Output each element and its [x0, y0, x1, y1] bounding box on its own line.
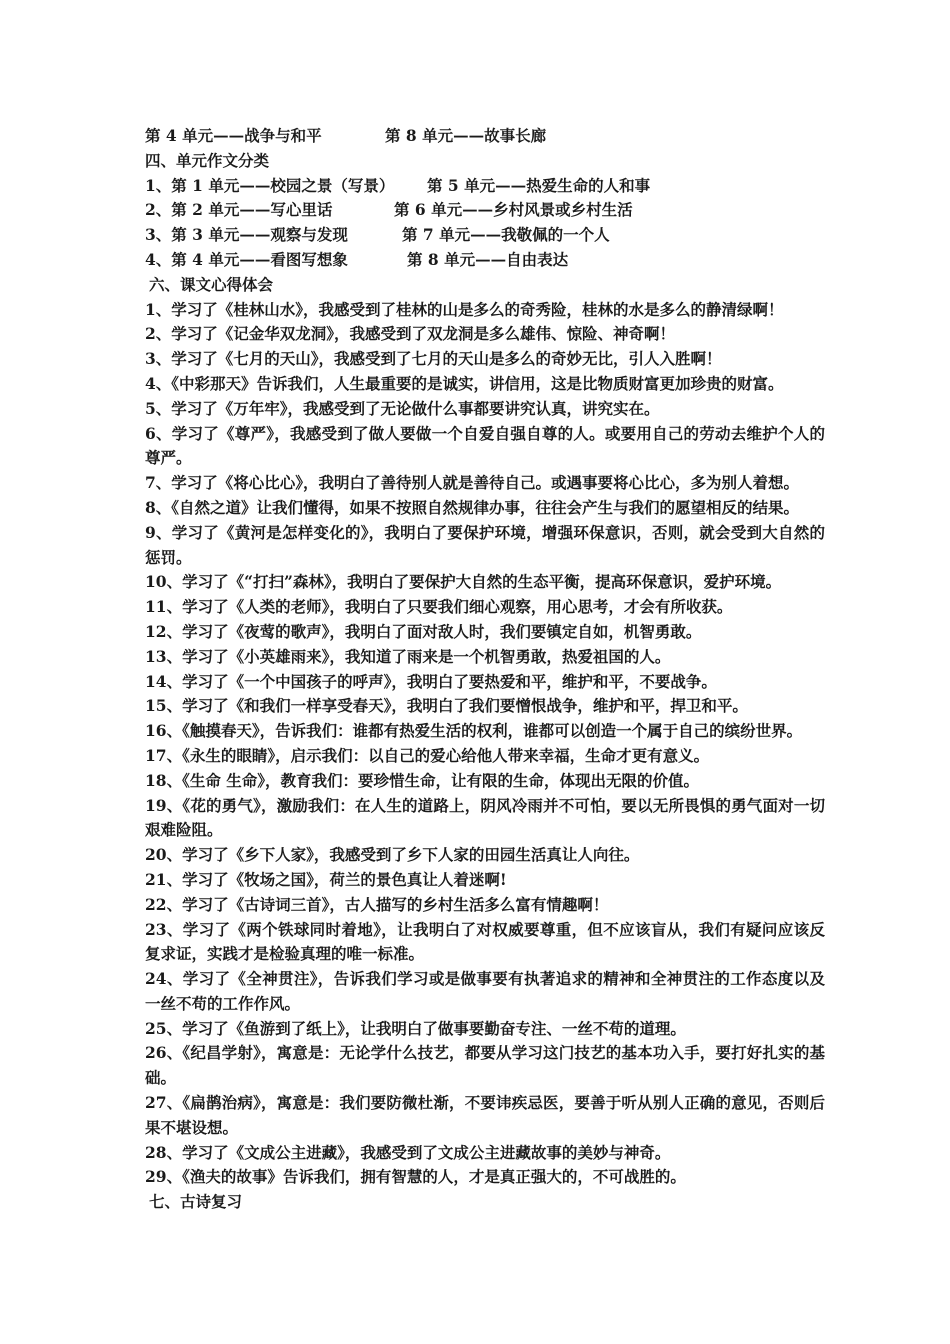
list-item: 2、学习了《记金华双龙洞》，我感受到了双龙洞是多么雄伟、惊险、神奇啊！	[145, 324, 676, 344]
list-item: 11、学习了《人类的老师》，我明白了只要我们细心观察，用心思考，才会有所收获。	[145, 597, 733, 617]
list-item: 4、《中彩那天》告诉我们，人生最重要的是诚实，讲信用，这是比物质财富更加珍贵的财富。	[145, 373, 784, 393]
list-item: 15、学习了《和我们一样享受春天》，我明白了我们要憎恨战争，维护和平，捍卫和平。	[145, 696, 748, 716]
list-item: 21、学习了《牧场之国》，荷兰的景色真让人着迷啊!	[145, 869, 507, 889]
section-heading-7: 七、古诗复习	[149, 1192, 243, 1212]
composition-row-2	[145, 198, 825, 223]
composition-unit-2: 2、第 2 单元——写心里话	[145, 200, 333, 220]
list-item: 14、学习了《一个中国孩子的呼声》，我明白了要热爱和平，维护和平，不要战争。	[145, 671, 717, 691]
composition-row-3	[145, 223, 825, 248]
unit-theme-line	[145, 124, 825, 149]
list-item: 24、学习了《全神贯注》，告诉我们学习或是做事要有执著追求的精神和全神贯注的工作态度以及一丝不苟的工作作风。	[145, 969, 825, 1013]
list-item: 13、学习了《小英雄雨来》，我知道了雨来是一个机智勇敢，热爱祖国的人。	[145, 646, 671, 666]
composition-unit-7: 第 7 单元——我敬佩的一个人	[402, 225, 610, 245]
section-heading-6: 六、课文心得体会	[149, 274, 274, 294]
list-item: 22、学习了《古诗词三首》，古人描写的乡村生活多么富有情趣啊！	[145, 894, 609, 914]
composition-unit-6: 第 6 单元——乡村风景或乡村生活	[394, 200, 633, 220]
list-item: 9、学习了《黄河是怎样变化的》，我明白了要保护环境，增强环保意识，否则，就会受到大自然的惩罚。	[145, 522, 825, 567]
list-item: 29、《渔夫的故事》告诉我们，拥有智慧的人，才是真正强大的，不可战胜的。	[145, 1167, 686, 1187]
list-item: 28、学习了《文成公主进藏》，我感受到了文成公主进藏故事的美妙与神奇。	[145, 1142, 671, 1162]
document-page	[145, 124, 825, 1215]
composition-unit-3: 3、第 3 单元——观察与发现	[145, 225, 348, 245]
list-item: 3、学习了《七月的天山》，我感受到了七月的天山是多么的奇妙无比，引人入胜啊！	[145, 349, 722, 369]
list-item: 16、《触摸春天》，告诉我们：谁都有热爱生活的权利，谁都可以创造一个属于自己的缤纷世界。	[145, 721, 803, 741]
list-item: 18、《生命 生命》，教育我们：要珍惜生命，让有限的生命，体现出无限的价值。	[145, 770, 699, 790]
list-item: 12、学习了《夜莺的歌声》，我明白了面对敌人时，我们要镇定自如，机智勇敢。	[145, 621, 702, 641]
list-item: 23、学习了《两个铁球同时着地》，让我明白了对权威要尊重，但不应该盲从，我们有疑问应该反复求证，实践才是检验真理的唯一标准。	[145, 919, 825, 964]
list-item: 26、《纪昌学射》，寓意是：无论学什么技艺，都要从学习这门技艺的基本功入手，要打好扎实的基础。	[145, 1043, 825, 1088]
list-item: 19、《花的勇气》，激励我们：在人生的道路上，阴风冷雨并不可怕，要以无所畏惧的勇气面对一切艰难险阻。	[145, 795, 825, 840]
composition-row-1	[145, 174, 825, 199]
composition-unit-1: 1、第 1 单元——校园之景（写景）	[145, 175, 395, 195]
list-item: 10、学习了《“打扫”森林》，我明白了要保护大自然的生态平衡，提高环保意识，爱护环境。	[145, 572, 782, 592]
composition-row-4	[145, 248, 825, 273]
list-item: 5、学习了《万年牢》，我感受到了无论做什么事都要讲究认真，讲究实在。	[145, 398, 660, 418]
list-item: 25、学习了《鱼游到了纸上》，让我明白了做事要勤奋专注、一丝不苟的道理。	[145, 1018, 686, 1038]
list-item: 20、学习了《乡下人家》，我感受到了乡下人家的田园生活真让人向往。	[145, 845, 640, 865]
unit-4-theme: 第 4 单元——战争与和平	[145, 126, 322, 145]
section-heading-4: 四、单元作文分类	[145, 150, 270, 170]
list-item: 8、《自然之道》让我们懂得，如果不按照自然规律办事，往往会产生与我们的愿望相反的结果。	[145, 497, 800, 517]
list-item: 7、学习了《将心比心》，我明白了善待别人就是善待自己。或遇事要将心比心，多为别人着想。	[145, 473, 800, 493]
list-item: 1、学习了《桂林山水》，我感受到了桂林的山是多么的奇秀险，桂林的水是多么的静清绿啊！	[145, 299, 784, 319]
list-item: 6、学习了《尊严》，我感受到了做人要做一个自爱自强自尊的人。或要用自己的劳动去维护个人的尊严。	[145, 423, 825, 468]
composition-unit-8: 第 8 单元——自由表达	[407, 249, 569, 269]
list-item: 27、《扁鹊治病》，寓意是：我们要防微杜渐，不要讳疾忌医，要善于听从别人正确的意见，否则后果不堪设想。	[145, 1093, 825, 1137]
list-item: 17、《永生的眼睛》，启示我们：以自己的爱心给他人带来幸福，生命才更有意义。	[145, 745, 710, 765]
composition-unit-4: 4、第 4 单元——看图写想象	[145, 249, 348, 269]
composition-unit-5: 第 5 单元——热爱生命的人和事	[427, 175, 651, 195]
unit-8-theme: 第 8 单元——故事长廊	[385, 126, 547, 145]
